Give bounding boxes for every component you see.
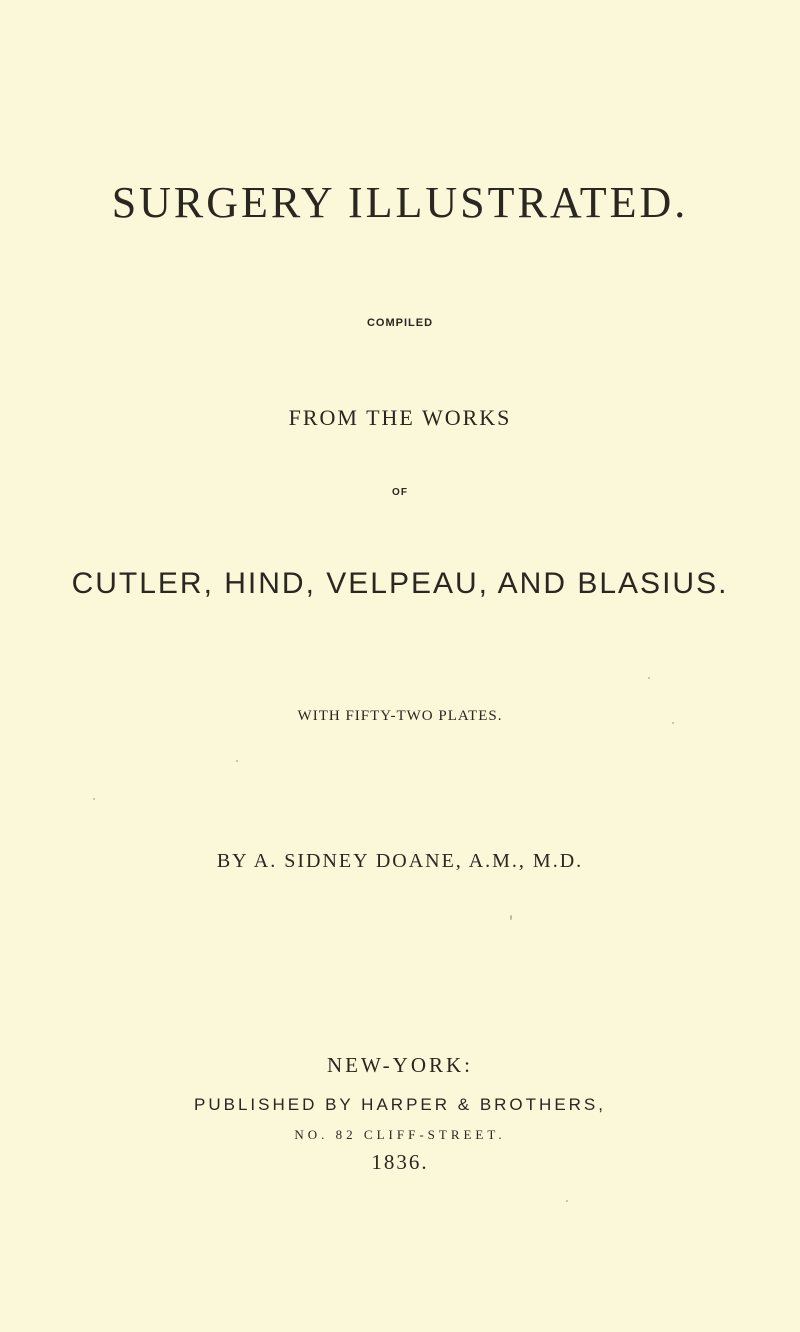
compiled-label: COMPILED (366, 317, 434, 329)
imprint-publisher: PUBLISHED BY HARPER & BROTHERS, (194, 1095, 606, 1114)
book-title: SURGERY ILLUSTRATED. (111, 178, 689, 227)
paper-speck (672, 722, 674, 724)
imprint-year: 1836. (371, 1150, 429, 1174)
author-byline: BY A. SIDNEY DOANE, A.M., M.D. (216, 850, 584, 872)
from-works-label: FROM THE WORKS (288, 405, 512, 430)
of-label: OF (392, 487, 408, 498)
imprint-city: NEW-YORK: (327, 1053, 473, 1077)
paper-speck (648, 677, 650, 679)
paper-speck (236, 760, 238, 762)
paper-speck (510, 915, 512, 920)
imprint-address: NO. 82 CLIFF-STREET. (294, 1127, 506, 1142)
paper-speck (566, 1200, 568, 1202)
authors-line: CUTLER, HIND, VELPEAU, AND BLASIUS. (71, 567, 729, 600)
paper-speck (93, 798, 95, 800)
plates-note: WITH FIFTY-TWO PLATES. (297, 708, 503, 724)
